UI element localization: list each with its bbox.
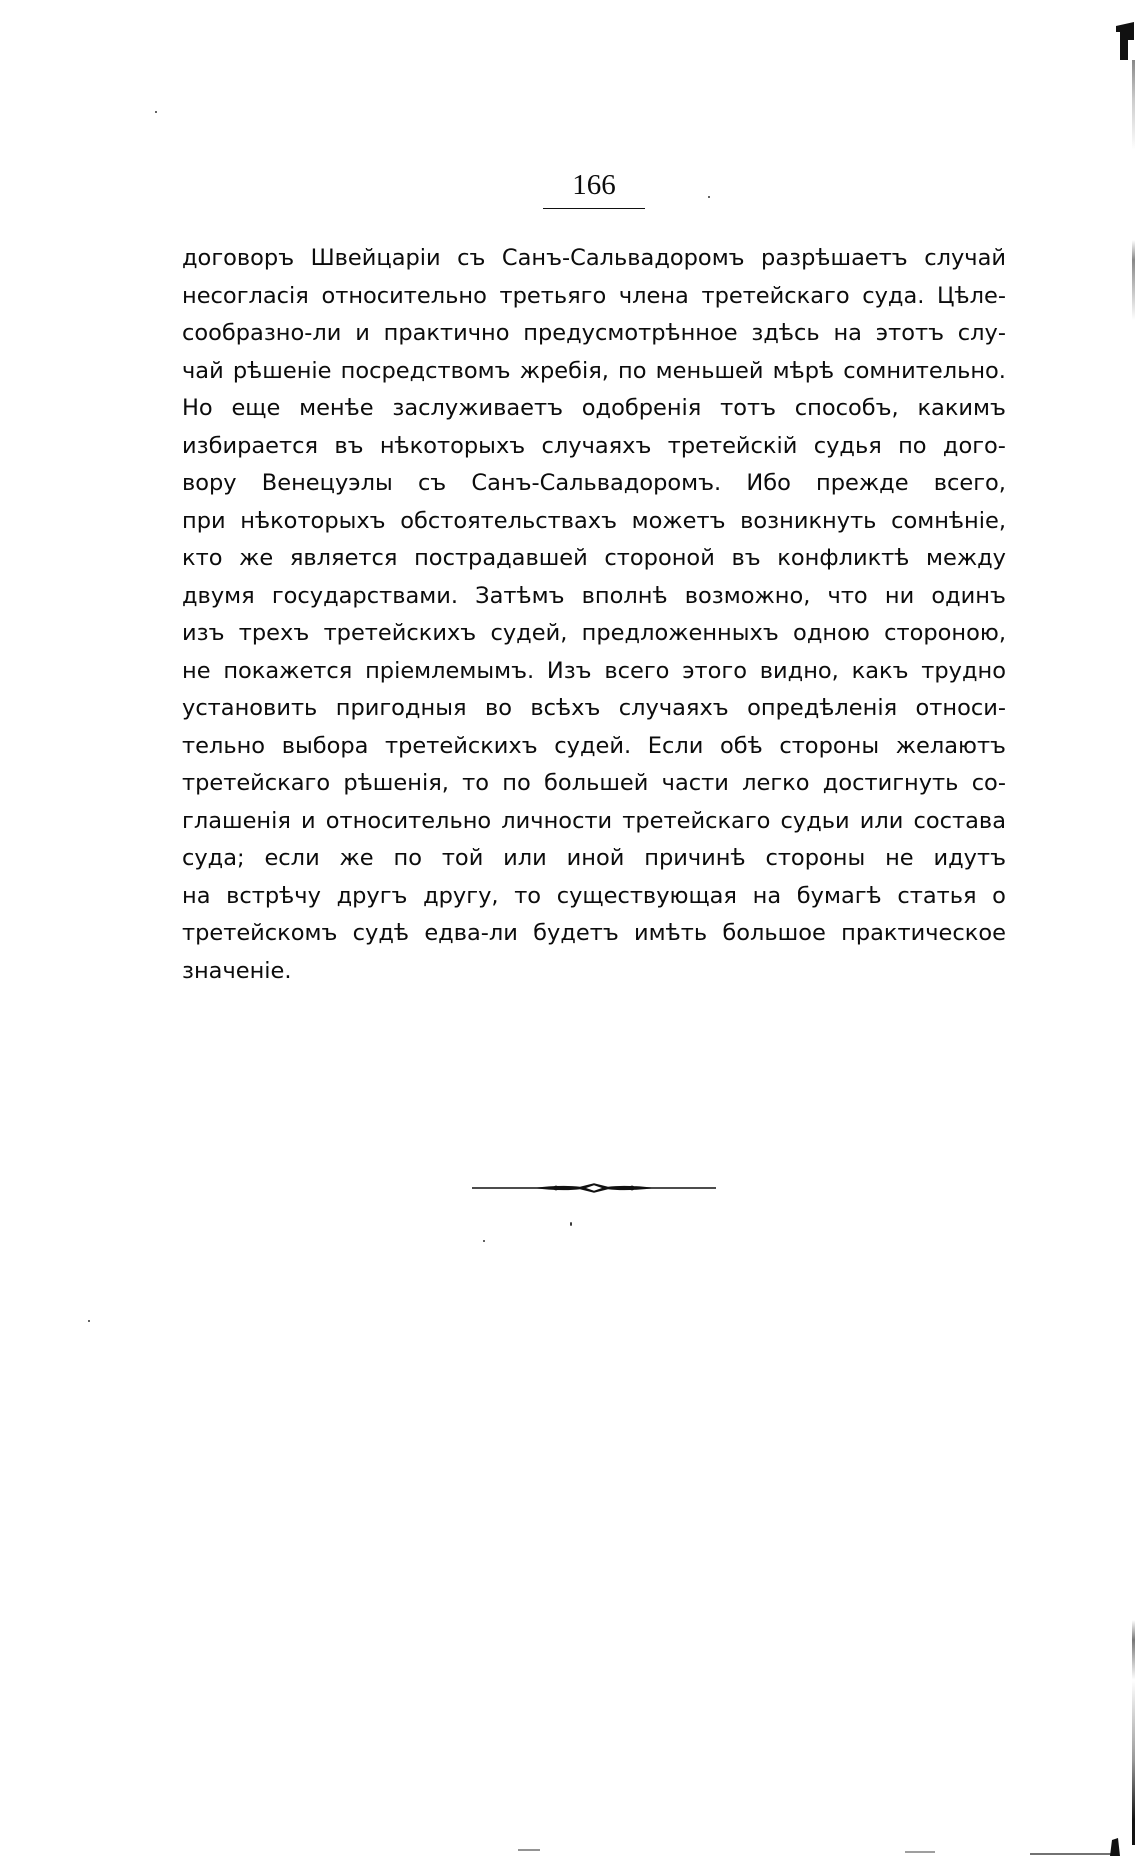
word: третейскихъ <box>323 620 477 646</box>
word: относительно <box>325 807 492 834</box>
word: заслуживаетъ <box>392 395 563 421</box>
word: договоръ <box>182 245 295 271</box>
word: глашенія <box>182 807 291 834</box>
word: третейскаго <box>622 807 771 834</box>
scan-speck <box>570 1222 572 1226</box>
word: бумагѣ <box>796 882 882 909</box>
word: ни <box>884 582 915 609</box>
word: имѣть <box>634 920 708 946</box>
word: предложенныхъ <box>581 620 779 646</box>
word: по <box>618 357 647 384</box>
word: судьи <box>780 807 850 834</box>
word: на <box>182 882 211 909</box>
text-line <box>182 765 1006 803</box>
word: по <box>393 845 422 871</box>
word: встрѣчу <box>226 882 321 909</box>
word: избирается <box>182 432 319 459</box>
word: другъ <box>336 882 408 909</box>
word: менѣе <box>299 395 374 421</box>
word: судей, <box>490 620 568 646</box>
word: Санъ-Сальвадоромъ <box>501 245 745 271</box>
word: покажется <box>223 657 353 684</box>
word: статья <box>897 882 977 909</box>
word: обѣ <box>719 732 763 759</box>
word: при <box>182 507 226 534</box>
scan-speck <box>88 1320 90 1322</box>
word: меньшей <box>655 357 764 384</box>
scan-speck <box>155 111 157 113</box>
body-paragraph <box>182 240 1006 990</box>
word: третьяго <box>499 282 607 309</box>
word: третейскій <box>667 432 798 459</box>
word: видно, <box>759 657 839 684</box>
word: едва-ли <box>424 920 518 946</box>
word: нѣкоторыхъ <box>379 432 526 459</box>
word: на <box>752 882 782 909</box>
word: предусмотрѣнное <box>523 320 738 346</box>
word: со- <box>971 770 1006 796</box>
word: вору <box>182 470 237 496</box>
word: тельно <box>182 732 266 759</box>
word: во <box>484 695 512 721</box>
text-line <box>182 803 1006 841</box>
word: по <box>502 770 531 796</box>
text-line <box>182 728 1006 766</box>
word: несогласія <box>182 282 309 309</box>
word: судья <box>813 432 882 459</box>
word: еще <box>231 395 281 421</box>
scan-edge-mark <box>1114 22 1136 62</box>
word: Ибо <box>746 470 791 496</box>
word: всѣхъ <box>530 695 601 721</box>
text-line <box>182 503 1006 541</box>
word: выбора <box>281 732 369 759</box>
word: большое <box>722 920 826 946</box>
word: мѣрѣ <box>772 357 835 384</box>
word: Но <box>182 395 213 421</box>
word: судѣ <box>352 920 410 946</box>
word: способъ, <box>794 395 899 421</box>
word: причинѣ <box>644 845 746 871</box>
word: другу, <box>423 882 499 909</box>
word: сообразно-ли <box>182 320 342 346</box>
word: Санъ-Сальвадоромъ. <box>471 470 722 496</box>
word: какъ <box>851 657 909 684</box>
word: члена <box>618 282 689 309</box>
text-line <box>182 278 1006 316</box>
word: состава <box>913 807 1006 834</box>
word: и <box>355 320 370 346</box>
text-line <box>182 915 1006 953</box>
word: третейскаго <box>701 282 850 309</box>
word: разрѣшаетъ <box>761 245 908 271</box>
word: стороны <box>765 845 866 871</box>
word: въ <box>334 432 364 459</box>
text-line <box>182 653 1006 691</box>
word: будетъ <box>533 920 619 946</box>
word: случаяхъ <box>618 695 729 721</box>
text-line <box>182 240 1006 278</box>
text-line <box>182 465 1006 503</box>
text-line <box>182 690 1006 728</box>
word: сомнѣніе, <box>891 507 1006 534</box>
word: дого- <box>942 432 1006 459</box>
word: Венецуэлы <box>261 470 393 496</box>
word: рѣшенія, <box>343 770 449 796</box>
word: государствами. <box>271 582 458 609</box>
text-line <box>182 315 1006 353</box>
word: одною <box>793 620 870 646</box>
word: то <box>514 882 542 909</box>
word: пріемлемымъ. <box>365 657 535 684</box>
word: и <box>301 807 316 834</box>
word: стороны <box>779 732 880 759</box>
word: практично <box>383 320 510 346</box>
word: или <box>503 845 547 871</box>
word: обстоятельствахъ <box>400 507 617 534</box>
word: Цѣле- <box>937 282 1006 309</box>
word: всего, <box>933 470 1006 496</box>
word: слу- <box>957 320 1006 346</box>
word: этого <box>682 657 747 684</box>
word: не <box>885 845 914 871</box>
word: случаяхъ <box>541 432 652 459</box>
word: Затѣмъ <box>475 582 565 609</box>
word: относи- <box>915 695 1006 721</box>
word: легко <box>742 770 810 796</box>
word: третейскихъ <box>385 732 538 759</box>
word: возникнуть <box>740 507 877 534</box>
word: возможно, <box>684 582 811 609</box>
word: кто <box>182 545 223 571</box>
word: съ <box>457 245 486 271</box>
text-line <box>182 615 1006 653</box>
word: чай <box>182 357 224 384</box>
word: всего <box>604 657 670 684</box>
scan-speck <box>708 196 710 198</box>
word: трехъ <box>238 620 310 646</box>
scan-speck <box>483 1240 485 1242</box>
word: пострадавшей <box>414 545 588 571</box>
word: большей <box>544 770 649 796</box>
word: третейскаго <box>182 770 331 796</box>
word: суда; <box>182 845 245 871</box>
word: тотъ <box>720 395 776 421</box>
text-line <box>182 878 1006 916</box>
word: не <box>182 657 211 684</box>
word: Швейцаріи <box>310 245 441 271</box>
page-number-underline <box>543 208 645 209</box>
word: же <box>339 845 374 871</box>
word: то <box>462 770 490 796</box>
word: о <box>992 882 1006 909</box>
scan-edge-line <box>1132 60 1135 1845</box>
word: рѣшеніе <box>232 357 332 384</box>
word: стороной <box>604 545 715 571</box>
word: если <box>264 845 320 871</box>
word: практическое <box>841 920 1006 946</box>
word: той <box>441 845 484 871</box>
word: же <box>239 545 274 571</box>
word: идутъ <box>933 845 1006 871</box>
word: посредствомъ <box>340 357 511 384</box>
word: иной <box>566 845 625 871</box>
closing-ornament-icon <box>472 1178 716 1198</box>
word: нѣкоторыхъ <box>240 507 386 534</box>
word: достигнуть <box>822 770 959 796</box>
word: судей. <box>554 732 632 759</box>
word: съ <box>417 470 447 496</box>
word: жребія, <box>519 357 609 384</box>
word: здѣсь <box>751 320 820 346</box>
word: что <box>827 582 868 609</box>
word: вполнѣ <box>581 582 668 609</box>
word: или <box>859 807 904 834</box>
word: стороною, <box>884 620 1006 646</box>
word: по <box>898 432 927 459</box>
word: сомнительно. <box>843 357 1006 384</box>
text-line <box>182 540 1006 578</box>
word: двумя <box>182 582 255 609</box>
text-line-last: значеніе. <box>182 957 292 984</box>
text-line <box>182 840 1006 878</box>
word: личности <box>501 807 613 834</box>
word: въ <box>731 545 761 571</box>
page-number: 166 <box>572 169 616 201</box>
text-line <box>182 578 1006 616</box>
word: пригодныя <box>335 695 467 721</box>
word: части <box>661 770 729 796</box>
scan-bottom-marks <box>0 1838 1140 1858</box>
word: прежде <box>816 470 909 496</box>
word: случай <box>924 245 1006 271</box>
word: трудно <box>921 657 1006 684</box>
word: установить <box>182 695 318 721</box>
text-line <box>182 353 1006 391</box>
word: опредѣленія <box>747 695 898 721</box>
text-line <box>182 390 1006 428</box>
word: на <box>833 320 862 346</box>
word: является <box>289 545 398 571</box>
word: какимъ <box>917 395 1006 421</box>
word: третейскомъ <box>182 920 338 946</box>
word: Если <box>647 732 704 759</box>
word: одинъ <box>931 582 1006 609</box>
word: желаютъ <box>895 732 1006 759</box>
text-line <box>182 428 1006 466</box>
word: конфликтѣ <box>777 545 910 571</box>
word: Изъ <box>546 657 592 684</box>
word: между <box>926 545 1006 571</box>
word: существующая <box>556 882 737 909</box>
word: можетъ <box>631 507 726 534</box>
word: изъ <box>182 620 225 646</box>
word: относительно <box>321 282 487 309</box>
word: этотъ <box>875 320 944 346</box>
word: суда. <box>862 282 925 309</box>
word: одобренія <box>581 395 702 421</box>
